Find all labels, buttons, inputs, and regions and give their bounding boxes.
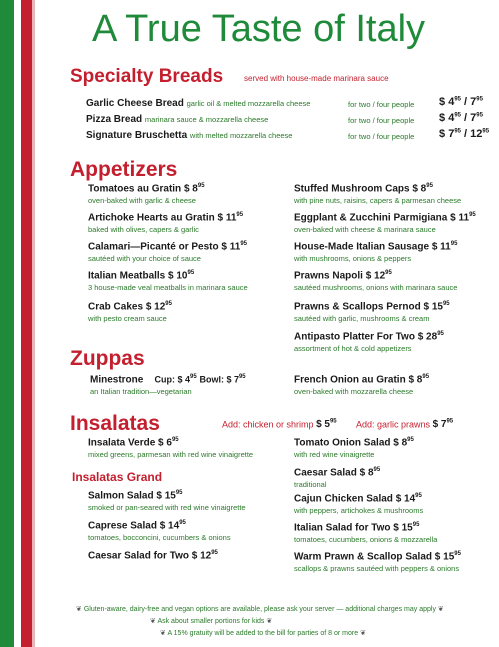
appetizer-left-2-desc: baked with olives, capers & garlic [88, 225, 199, 234]
breads-note: served with house-made marinara sauce [244, 74, 389, 83]
salad-right-1: Tomato Onion Salad $ $8^{95}$ [294, 437, 414, 449]
insalatas-addon-2: Add: garlic prawns $ $7^{95}$ [356, 419, 454, 431]
bread-item-1: Garlic Cheese Bread garlic oil & melted mozzarella cheese [86, 98, 311, 109]
section-insalatas-heading: Insalatas [70, 412, 160, 435]
leaf-icon: ❦ [76, 606, 82, 613]
salad-verde: Insalata Verde $ $6^{95}$ [88, 437, 179, 449]
appetizer-right-1-desc: with pine nuts, raisins, capers & parmesan cheese [294, 196, 462, 205]
appetizer-left-2: Artichoke Hearts au Gratin $ $11^{95}$ [88, 212, 244, 224]
salad-right-4: Italian Salad for Two $ $15^{95}$ [294, 522, 420, 534]
soup-minestrone-desc: an Italian tradition—vegetarian [90, 387, 192, 396]
flag-stripe-shadow [32, 0, 35, 647]
salad-left-3: Caesar Salad for Two $ $12^{95}$ [88, 550, 218, 562]
appetizer-right-5-desc: sautéed with garlic, mushrooms & cream [294, 314, 430, 323]
footer-line-3: ❦ A 15% gratuity will be added to the bill for parties of 8 or more ❦ [160, 630, 366, 637]
leaf-icon: ❦ [150, 618, 156, 625]
appetizer-left-4-desc: 3 house-made veal meatballs in marinara sauce [88, 283, 248, 292]
bread-item-2: Pizza Bread marinara sauce & mozzarella cheese [86, 114, 269, 125]
bread-item-2-portion: for two / four people [348, 116, 415, 125]
appetizer-right-6: Antipasto Platter For Two $ $28^{95}$ [294, 331, 444, 343]
appetizer-left-3-desc: sautéed with your choice of sauce [88, 254, 201, 263]
appetizer-right-2-desc: oven-baked with cheese & marinara sauce [294, 225, 436, 234]
footer-line-2: ❦ Ask about smaller portions for kids ❦ [150, 618, 273, 625]
soup-minestrone: Minestrone Cup: $ $4^{95}$ Bowl: $ $7^{95}$ [90, 374, 246, 386]
appetizer-left-4: Italian Meatballs $ $10^{95}$ [88, 270, 195, 282]
appetizer-left-5: Crab Cakes $ $12^{95}$ [88, 301, 172, 313]
salad-right-1-desc: with red wine vinaigrette [294, 450, 375, 459]
appetizer-right-3-desc: with mushrooms, onions & peppers [294, 254, 412, 263]
salad-right-3: Cajun Chicken Salad $ $14^{95}$ [294, 493, 422, 505]
footer-line-1: ❦ Gluten-aware, dairy-free and vegan options are available, please ask your server — additional charges may apply ❦ [76, 606, 444, 613]
bread-item-3: Signature Bruschetta with melted mozzarella cheese [86, 130, 293, 141]
bread-item-1-portion: for two / four people [348, 100, 415, 109]
appetizer-right-5: Prawns & Scallops Pernod $ $15^{95}$ [294, 301, 450, 313]
section-zuppas-heading: Zuppas [70, 347, 145, 370]
salad-right-5: Warm Prawn & Scallop Salad $ $15^{95}$ [294, 551, 461, 563]
section-breads-heading: Specialty Breads [70, 66, 224, 87]
appetizer-right-3: House-Made Italian Sausage $ $11^{95}$ [294, 241, 458, 253]
appetizer-left-3: Calamari—Picanté or Pesto $ $11^{95}$ [88, 241, 247, 253]
salad-left-1: Salmon Salad $ $15^{95}$ [88, 490, 183, 502]
salad-left-1-desc: smoked or pan-seared with red wine vinaigrette [88, 503, 246, 512]
salad-right-3-desc: with peppers, artichokes & mushrooms [294, 506, 424, 515]
appetizer-left-1-desc: oven-baked with garlic & cheese [88, 196, 196, 205]
salad-left-2: Caprese Salad $ $14^{95}$ [88, 520, 186, 532]
menu-title: A True Taste of Italy [92, 8, 426, 50]
salad-left-2-desc: tomatoes, bocconcini, cucumbers & onions [88, 533, 231, 542]
appetizer-right-6-desc: assortment of hot & cold appetizers [294, 344, 412, 353]
appetizer-right-1: Stuffed Mushroom Caps $ $8^{95}$ [294, 183, 433, 195]
appetizer-right-2: Eggplant & Zucchini Parmigiana $ $11^{95}$ [294, 212, 476, 224]
flag-stripe-red [21, 0, 32, 647]
leaf-icon: ❦ [160, 630, 166, 637]
leaf-icon: ❦ [437, 606, 444, 613]
appetizer-left-5-desc: with pesto cream sauce [88, 314, 167, 323]
bread-item-3-price: $ $7^{95} / 12^{95}$ [439, 128, 490, 140]
section-insalatas-grand-heading: Insalatas Grand [72, 470, 163, 484]
salad-right-2-desc: traditional [294, 480, 327, 489]
flag-stripe-white [14, 0, 21, 647]
leaf-icon: ❦ [266, 618, 273, 625]
bread-item-3-portion: for two / four people [348, 132, 415, 141]
salad-verde-desc: mixed greens, parmesan with red wine vinaigrette [88, 450, 254, 459]
soup-french-onion: French Onion au Gratin $ $8^{95}$ [294, 374, 430, 386]
soup-french-onion-desc: oven-baked with mozzarella cheese [294, 387, 414, 396]
salad-right-2: Caesar Salad $ $8^{95}$ [294, 467, 381, 479]
salad-right-5-desc: scallops & prawns sautéed with peppers & onions [294, 564, 460, 573]
salad-right-4-desc: tomatoes, cucumbers, onions & mozzarella [294, 535, 438, 544]
appetizer-right-4: Prawns Napoli $ $12^{95}$ [294, 270, 392, 282]
appetizer-left-1: Tomatoes au Gratin $ $8^{95}$ [88, 183, 205, 195]
flag-stripe-green [0, 0, 14, 647]
bread-item-2-price: $ $4^{95} / 7^{95}$ [439, 112, 483, 124]
section-appetizers-heading: Appetizers [70, 158, 178, 181]
leaf-icon: ❦ [360, 630, 366, 637]
appetizer-right-4-desc: sautéed mushrooms, onions with marinara sauce [294, 283, 458, 292]
insalatas-addon-1: Add: chicken or shrimp $ $5^{95}$ [222, 419, 337, 431]
bread-item-1-price: $ $4^{95} / 7^{95}$ [439, 96, 483, 108]
